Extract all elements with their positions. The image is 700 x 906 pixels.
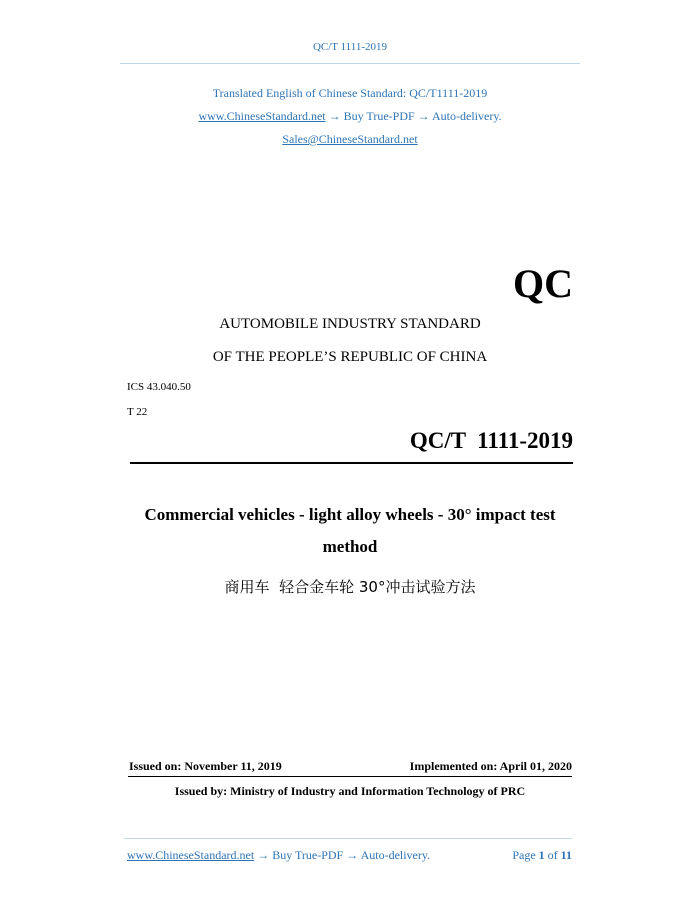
promo-buy-text: → Buy True-PDF → Auto-delivery. bbox=[328, 109, 502, 123]
standard-line1: AUTOMOBILE INDUSTRY STANDARD bbox=[219, 316, 481, 332]
title-cn: 商用车 轻合金车轮 30°冲击试验方法 bbox=[224, 578, 476, 596]
implemented-date: Implemented on: April 01, 2020 bbox=[409, 759, 572, 773]
ics-code: ICS 43.040.50 bbox=[127, 381, 191, 393]
standard-line2: OF THE PEOPLE’S REPUBLIC OF CHINA bbox=[212, 349, 488, 365]
promo-translation-line: Translated English of Chinese Standard: QC/T1111-2019 bbox=[212, 86, 488, 100]
header-doc-number: QC/T 1111-2019 bbox=[312, 41, 388, 53]
footer-buy-line bbox=[127, 848, 430, 863]
footer-divider bbox=[124, 838, 572, 839]
footer-buy-text: → Buy True-PDF → Auto-delivery. bbox=[257, 848, 431, 862]
page-indicator bbox=[512, 848, 572, 863]
issued-by: Issued by: Ministry of Industry and Information Technology of PRC bbox=[174, 784, 526, 798]
promo-email-line bbox=[0, 132, 700, 147]
promo-site-link[interactable]: www.ChineseStandard.net bbox=[198, 109, 326, 123]
of-label: of bbox=[547, 848, 558, 862]
issued-date: Issued on: November 11, 2019 bbox=[129, 759, 282, 773]
page-label: Page bbox=[512, 848, 536, 862]
title-en-line2: method bbox=[322, 537, 378, 556]
classification-code: T 22 bbox=[127, 406, 148, 418]
dates-rule bbox=[128, 776, 572, 777]
standard-number: QC/T 1111-2019 bbox=[409, 428, 573, 453]
footer-site-link[interactable]: www.ChineseStandard.net bbox=[127, 848, 255, 862]
promo-email-link[interactable]: Sales@ChineseStandard.net bbox=[282, 132, 418, 146]
title-en-line1: Commercial vehicles - light alloy wheels - 30° impact test bbox=[144, 505, 556, 524]
qc-logo: QC bbox=[513, 261, 573, 306]
total-pages: 11 bbox=[560, 848, 572, 862]
page-number: 1 bbox=[538, 848, 545, 862]
promo-buy-line bbox=[0, 109, 700, 124]
standard-number-rule bbox=[130, 462, 573, 464]
header-divider bbox=[120, 63, 580, 64]
